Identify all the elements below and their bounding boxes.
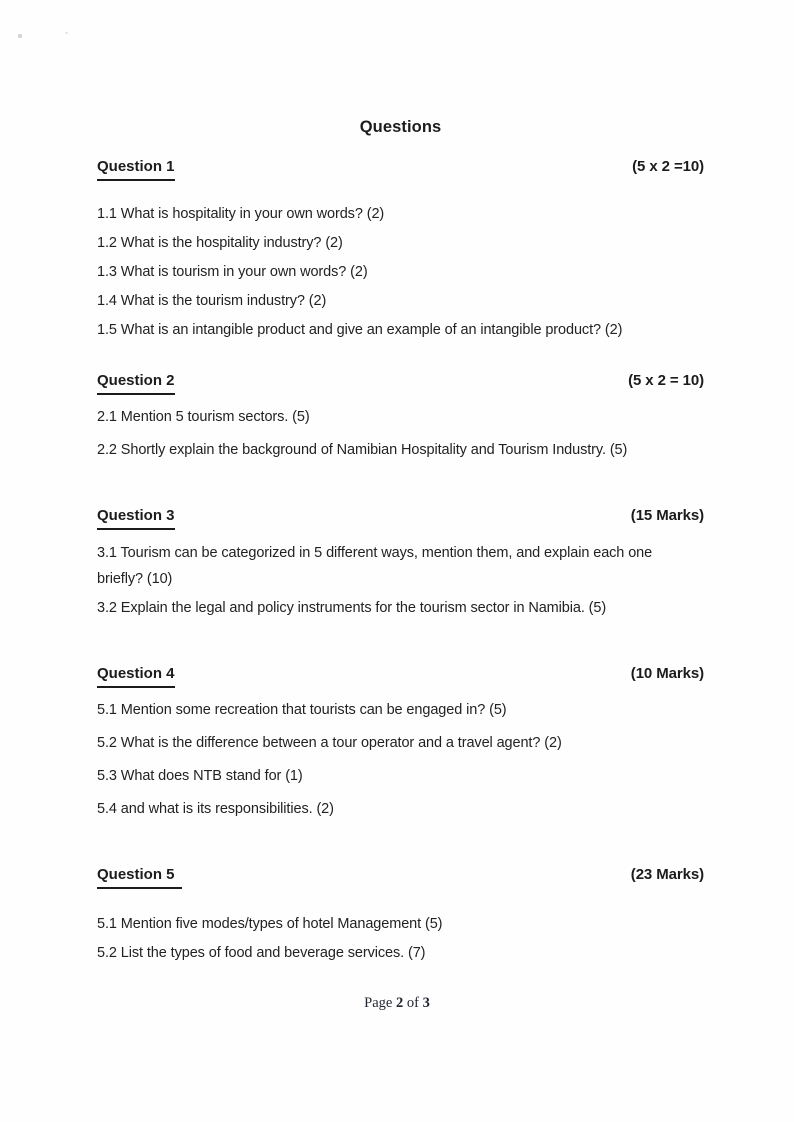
marks-label: (5 x 2 =10) [632, 158, 704, 175]
question-item: 5.4 and what is its responsibilities. (2) [97, 801, 334, 817]
question-item: 5.3 What does NTB stand for (1) [97, 768, 303, 784]
section-question-5 [97, 864, 704, 966]
marks-label: (15 Marks) [630, 507, 704, 524]
question-heading-row [97, 370, 704, 395]
footer-total-pages: 3 [422, 995, 430, 1011]
question-item: 2.1 Mention 5 tourism sectors. (5) [97, 409, 310, 425]
section-question-2 [97, 370, 704, 463]
question-heading: Question 1 [97, 156, 175, 181]
footer-prefix: Page [364, 995, 393, 1011]
question-items [97, 201, 704, 343]
question-item: 1.4 What is the tourism industry? (2) [97, 293, 327, 309]
question-items [97, 404, 704, 463]
page-content [97, 116, 704, 966]
question-item: 1.1 What is hospitality in your own words? (2) [97, 206, 385, 222]
question-heading: Question 4 [97, 663, 175, 688]
question-item: 5.2 List the types of food and beverage services. (7) [97, 945, 426, 961]
section-question-3 [97, 505, 704, 621]
question-items [97, 540, 704, 621]
question-item: 2.2 Shortly explain the background of Namibian Hospitality and Tourism Industry. (5) [97, 442, 628, 458]
question-item: 3.2 Explain the legal and policy instruments for the tourism sector in Namibia. (5) [97, 600, 607, 616]
question-heading-row [97, 663, 704, 688]
question-item: 1.2 What is the hospitality industry? (2) [97, 235, 343, 251]
question-items [97, 697, 704, 822]
section-question-4 [97, 663, 704, 822]
marks-label: (10 Marks) [630, 665, 704, 682]
question-item: 3.1 Tourism can be categorized in 5 different ways, mention them, and explain each one briefly? (10) [97, 545, 653, 587]
question-item: 1.3 What is tourism in your own words? (2) [97, 264, 368, 280]
question-heading: Question 5 [97, 864, 182, 889]
footer-page-number: 2 [395, 995, 404, 1011]
page-title: Questions [359, 118, 442, 136]
question-heading: Question 3 [97, 505, 175, 530]
question-heading: Question 2 [97, 370, 175, 395]
question-items [97, 911, 704, 966]
page-footer [0, 993, 794, 1013]
question-heading-row [97, 864, 704, 889]
question-heading-row [97, 505, 704, 530]
question-item: 5.2 What is the difference between a tour operator and a travel agent? (2) [97, 735, 562, 751]
question-item: 5.1 Mention some recreation that tourists can be engaged in? (5) [97, 702, 507, 718]
scan-artifact-speck [18, 34, 22, 38]
marks-label: (5 x 2 = 10) [628, 372, 704, 389]
section-question-1 [97, 156, 704, 343]
scan-artifact-speck [65, 32, 68, 34]
footer-of: of [406, 995, 419, 1011]
question-item: 1.5 What is an intangible product and give an example of an intangible product? (2) [97, 322, 623, 338]
question-item: 5.1 Mention five modes/types of hotel Management (5) [97, 916, 443, 932]
marks-label: (23 Marks) [630, 866, 704, 883]
question-heading-row [97, 156, 704, 181]
